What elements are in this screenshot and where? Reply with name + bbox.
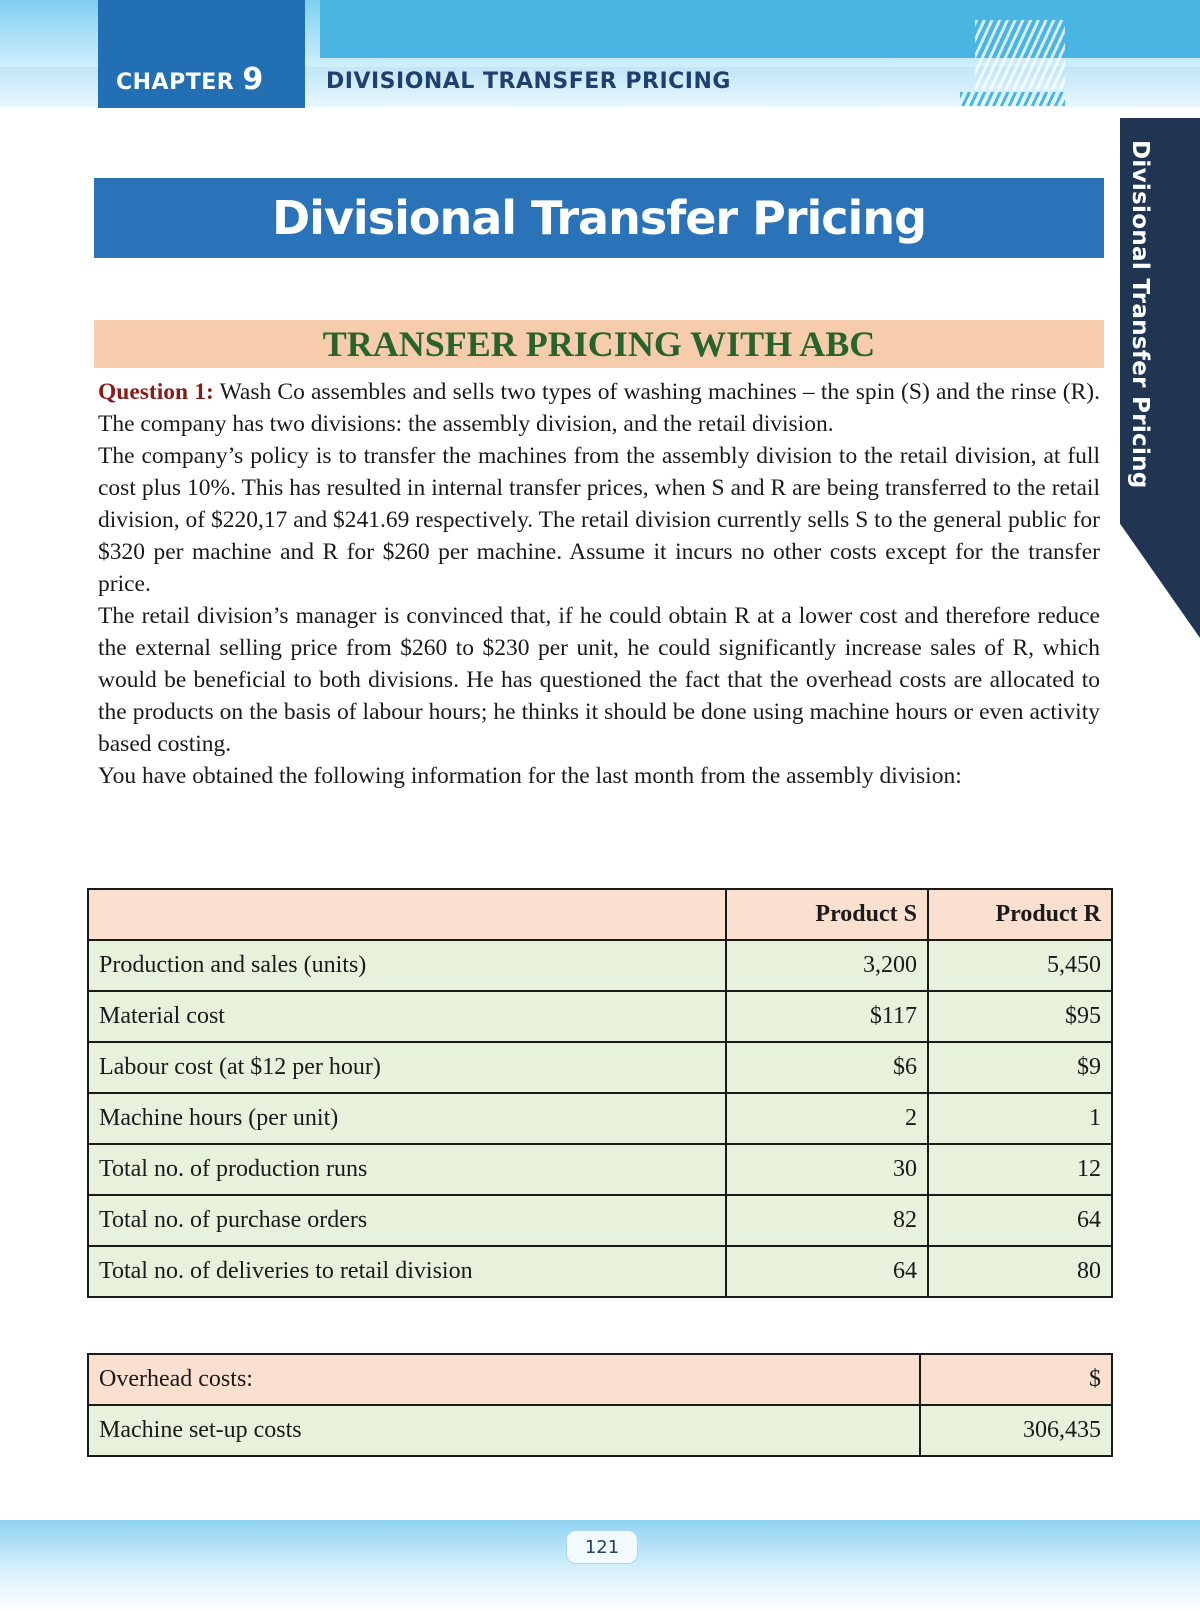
question-paragraph-4: You have obtained the following information for the last month from the assembly division: <box>98 763 962 789</box>
chapter-number: 9 <box>242 62 264 97</box>
page-title: Divisional Transfer Pricing <box>94 178 1104 258</box>
table-cell: 64 <box>928 1195 1112 1246</box>
table-row <box>88 1246 1112 1297</box>
table-cell: Total no. of production runs <box>88 1144 726 1195</box>
section-title: TRANSFER PRICING WITH ABC <box>94 320 1104 368</box>
question-label: Question 1: <box>98 379 214 405</box>
table-cell: Labour cost (at $12 per hour) <box>88 1042 726 1093</box>
table-row <box>88 940 1112 991</box>
table-row <box>88 1405 1112 1456</box>
table-row <box>88 1195 1112 1246</box>
table-cell: Overhead costs: <box>88 1354 920 1405</box>
table-cell: 306,435 <box>920 1405 1112 1456</box>
question-paragraph-3: The retail division’s manager is convinced that, if he could obtain R at a lower cost and therefore reduce the external selling price from $260 to $230 per unit, he could significantly increase sales of R, which would be beneficial to both divisions. He has questioned the fact that the overhead costs are allocated to the products on the basis of labour hours; he thinks it should be done using machine hours or even activity based costing. <box>98 603 1100 757</box>
table-cell: Production and sales (units) <box>88 940 726 991</box>
table-cell: Total no. of deliveries to retail division <box>88 1246 726 1297</box>
table-cell: 3,200 <box>726 940 928 991</box>
table-header-row <box>88 889 1112 940</box>
page-number: 121 <box>566 1530 638 1564</box>
table-cell: $ <box>920 1354 1112 1405</box>
table-cell: $95 <box>928 991 1112 1042</box>
table-header-cell: Product R <box>928 889 1112 940</box>
table-header-cell <box>88 889 726 940</box>
table-cell: 5,450 <box>928 940 1112 991</box>
table-cell: 80 <box>928 1246 1112 1297</box>
table-cell: 2 <box>726 1093 928 1144</box>
chapter-word: CHAPTER <box>116 70 235 95</box>
table-row <box>88 1093 1112 1144</box>
table-cell: Machine set-up costs <box>88 1405 920 1456</box>
header-hatch-pattern-small <box>960 92 1065 106</box>
question-paragraph-1 <box>98 376 1100 440</box>
chapter-label <box>116 62 264 97</box>
table-cell: 30 <box>726 1144 928 1195</box>
product-data-table <box>87 888 1113 1298</box>
table-cell: Total no. of purchase orders <box>88 1195 726 1246</box>
question-paragraph-2: The company’s policy is to transfer the machines from the assembly division to the retail division, at full cost plus 10%. This has resulted in internal transfer prices, when S and R are being transferred to the retail division, of $220,17 and $241.69 respectively. The retail division currently sells S to the general public for $320 per machine and R for $260 per machine. Assume it incurs no other costs except for the transfer price. <box>98 443 1100 597</box>
table-cell: $9 <box>928 1042 1112 1093</box>
overhead-costs-table <box>87 1353 1113 1457</box>
question-text <box>98 376 1100 792</box>
table-cell: Material cost <box>88 991 726 1042</box>
table-cell: 82 <box>726 1195 928 1246</box>
header-hatch-pattern <box>975 20 1065 90</box>
table-cell: 64 <box>726 1246 928 1297</box>
question-p1-text: Wash Co assembles and sells two types of washing machines – the spin (S) and the rinse (R). The company has two divisions: the assembly division, and the retail division. <box>98 379 1100 437</box>
side-tab-label: Divisional Transfer Pricing <box>1127 140 1153 489</box>
table-row <box>88 991 1112 1042</box>
header-stripe <box>320 0 1200 58</box>
table-cell: $6 <box>726 1042 928 1093</box>
table-row <box>88 1144 1112 1195</box>
table-cell: 1 <box>928 1093 1112 1144</box>
table-row <box>88 1354 1112 1405</box>
table-cell: Machine hours (per unit) <box>88 1093 726 1144</box>
header-title: DIVISIONAL TRANSFER PRICING <box>326 69 731 94</box>
table-cell: $117 <box>726 991 928 1042</box>
table-cell: 12 <box>928 1144 1112 1195</box>
table-row <box>88 1042 1112 1093</box>
table-header-cell: Product S <box>726 889 928 940</box>
